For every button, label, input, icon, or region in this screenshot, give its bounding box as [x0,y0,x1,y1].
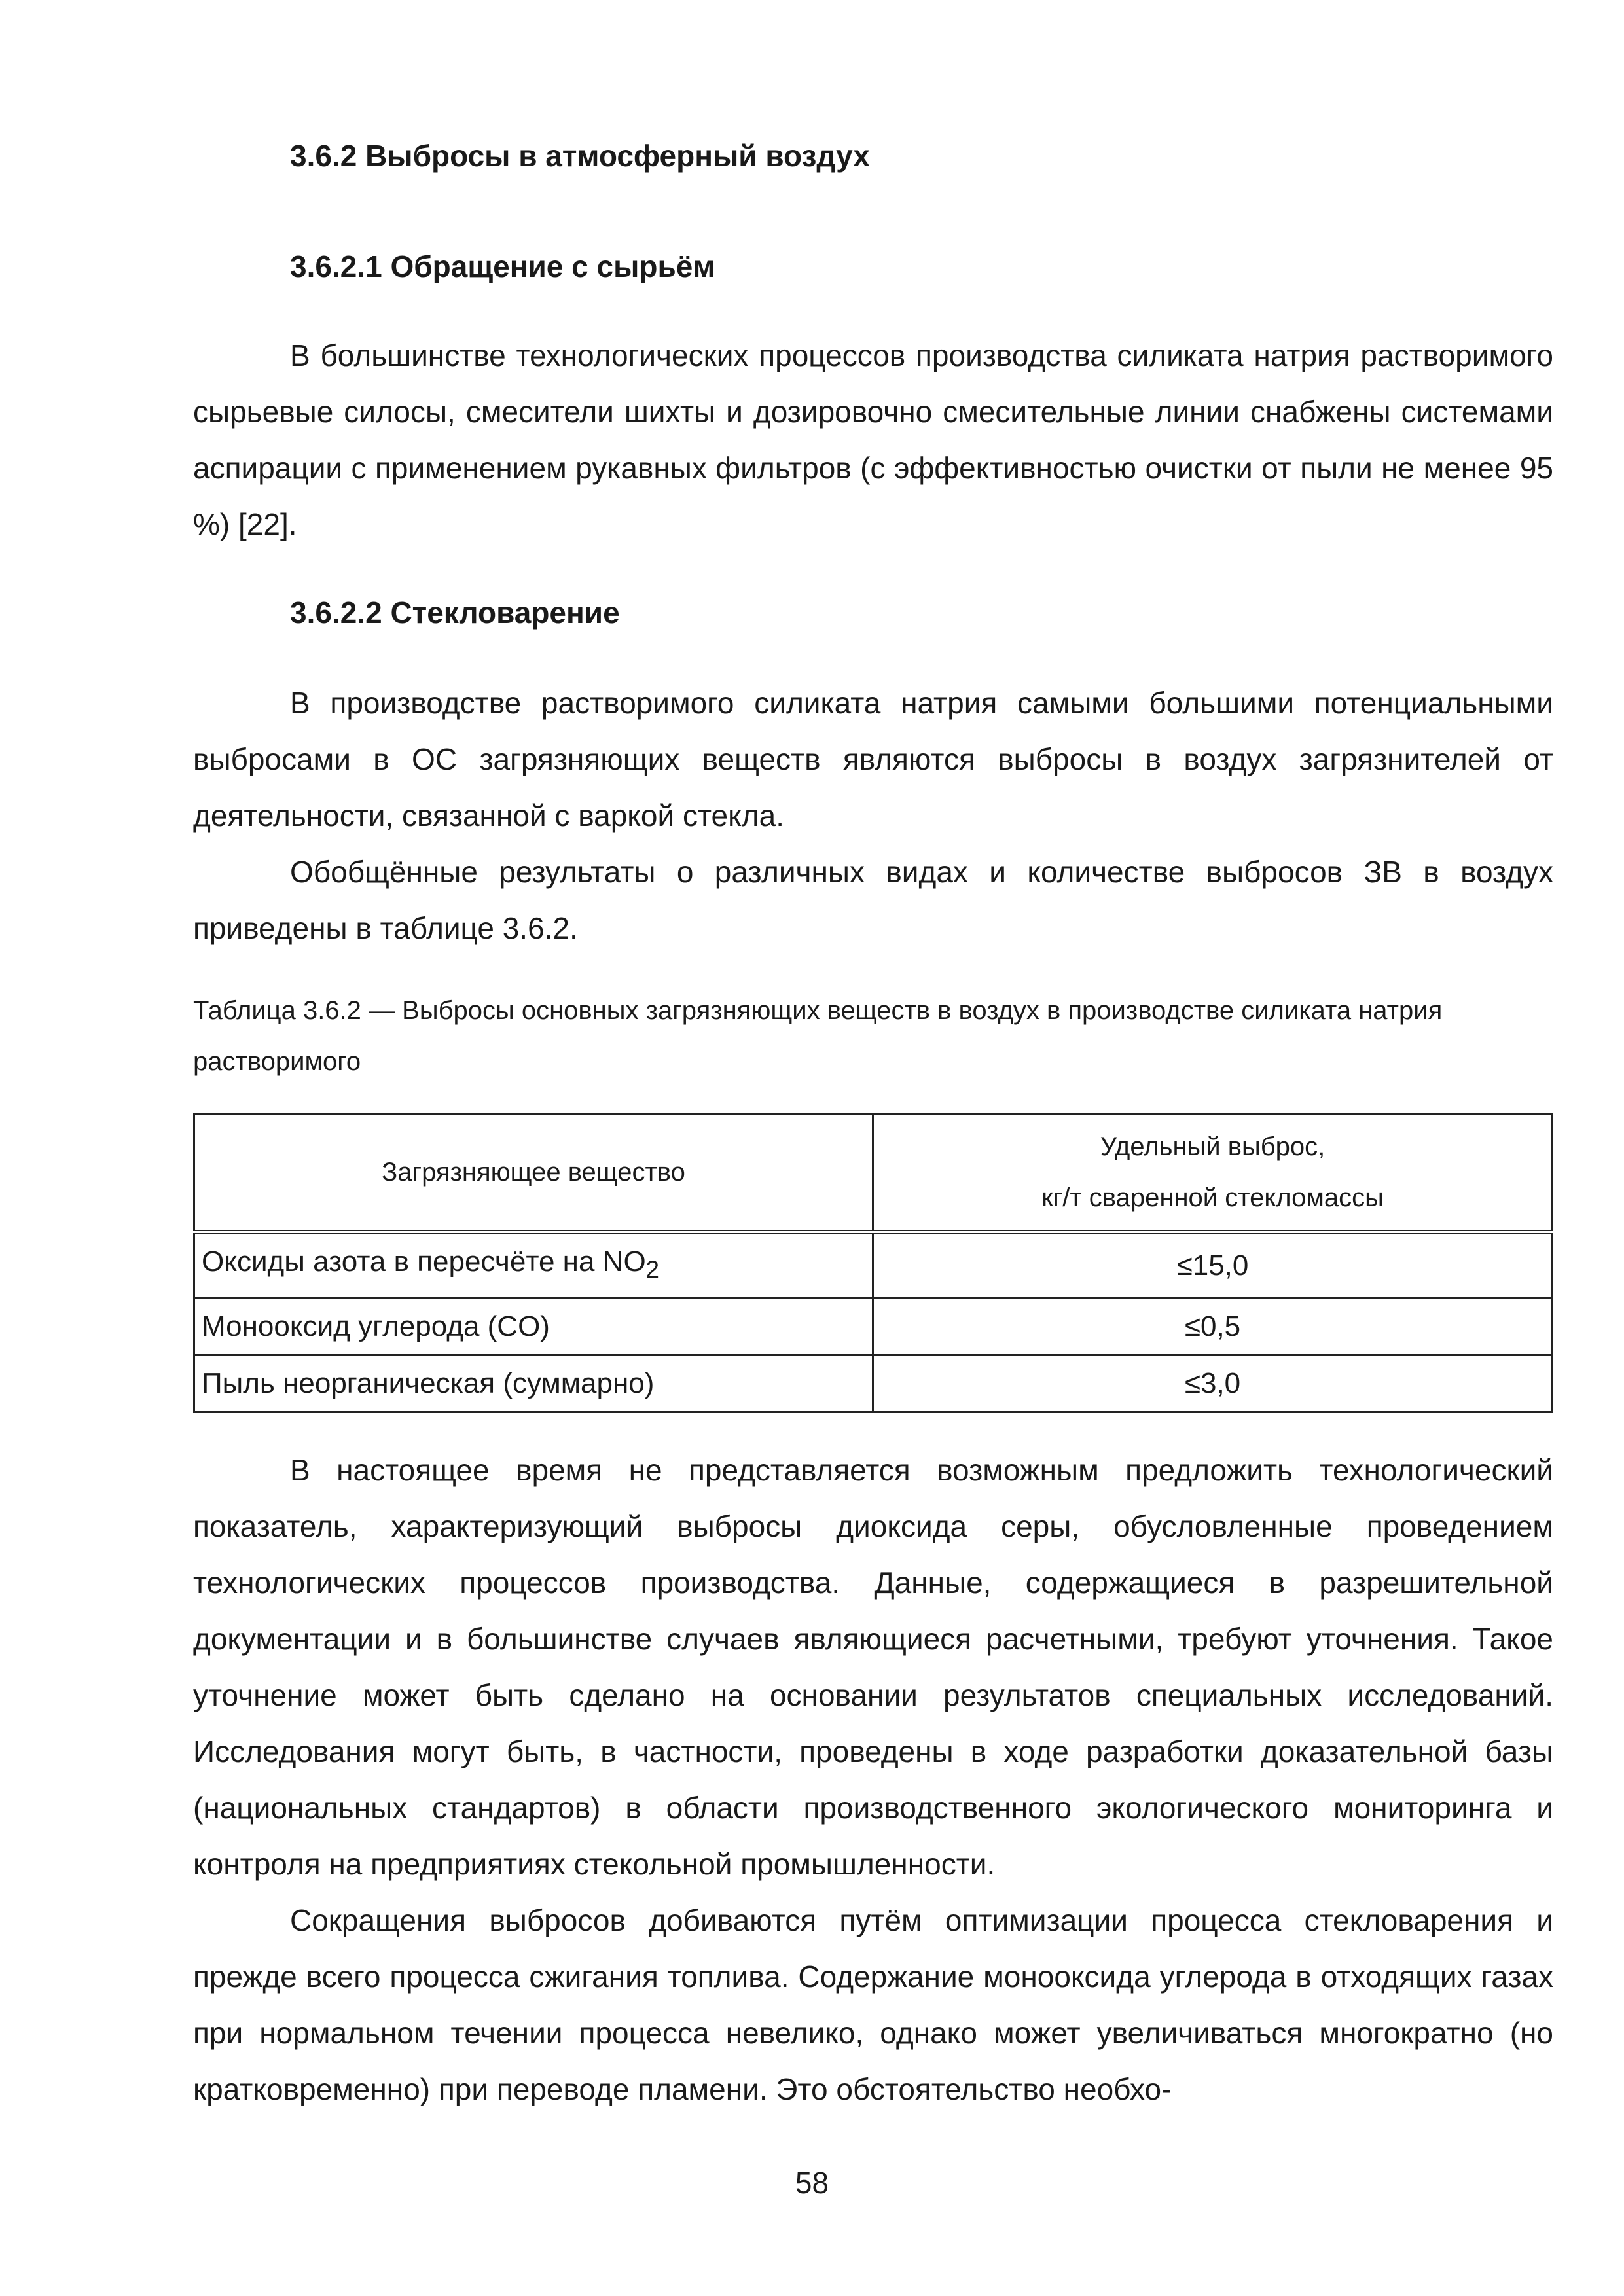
value-cell: ≤15,0 [873,1232,1553,1299]
paragraph-raw-materials: В большинстве технологических процессов производства силиката натрия растворимого сырьевые силосы, смесители шихты и дозировочно смесительные линии снабжены системами аспирации с применением рукавных фильтров (с эффективностью очистки от пыли не менее 95 %) [22]. [193,338,1553,541]
paragraph-table-reference: Обобщённые результаты о различных видах и количестве выбросов ЗВ в воздух приведены в таблице 3.6.2. [193,855,1553,945]
table-row [194,1355,1553,1412]
header-substance: Загрязняющее вещество [194,1114,873,1232]
table-caption: Таблица 3.6.2 — Выбросы основных загрязняющих веществ в воздух в производстве силиката натрия растворимого [193,996,1443,1076]
header-emission-line2: кг/т сваренной стекломассы [1041,1183,1384,1212]
header-emission-line1: Удельный выброс, [1100,1132,1326,1161]
paragraph-glass-melting: В производстве растворимого силиката натрия самыми большими потенциальными выбросами в ОС загрязняющих веществ являются выбросы в воздух загрязнителей от деятельности, связанной с варкой стекла. [193,686,1553,833]
paragraph-emission-reduction: Сокращения выбросов добиваются путём оптимизации процесса стекловарения и прежде всего процесса сжигания топлива. Содержание монооксида углерода в отходящих газах при нормальном течении процесса невелико, однако может увеличиваться многократно (но кратковременно) при переводе пламени. Это обстоятельство необхо- [193,1903,1553,2106]
substance-name: Оксиды азота в пересчёте на NO [202,1246,646,1278]
substance-cell [194,1232,873,1299]
substance-cell: Пыль неорганическая (суммарно) [194,1355,873,1412]
table-row [194,1232,1553,1299]
subsection-heading-glass-melting: 3.6.2.2 Стекловарение [290,596,620,630]
table-row [194,1298,1553,1355]
value-cell: ≤0,5 [873,1298,1553,1355]
subscript: 2 [645,1255,660,1283]
value-cell: ≤3,0 [873,1355,1553,1412]
subsection-heading-raw-materials: 3.6.2.1 Обращение с сырьём [290,249,715,283]
section-heading: 3.6.2 Выбросы в атмосферный воздух [290,139,870,173]
paragraph-sulfur-dioxide: В настоящее время не представляется возможным предложить технологический показатель, характеризующий выбросы диоксида серы, обусловленные проведением технологических процессов производства. Данные, содержащиеся в разрешительной документации и в большинстве случаев являющиеся расчетными, требуют уточнения. Такое уточнение может быть сделано на основании результатов специальных исследований. Исследования могут быть, в частности, проведены в ходе разработки доказательной базы (национальных стандартов) в области производственного экологического мониторинга и контроля на предприятиях стекольной промышленности. [193,1453,1553,1881]
header-specific-emission [873,1114,1553,1232]
substance-cell: Монооксид углерода (CO) [194,1298,873,1355]
page-number: 58 [795,2166,829,2200]
emissions-table [193,1113,1553,1413]
table-header-row [194,1114,1553,1232]
